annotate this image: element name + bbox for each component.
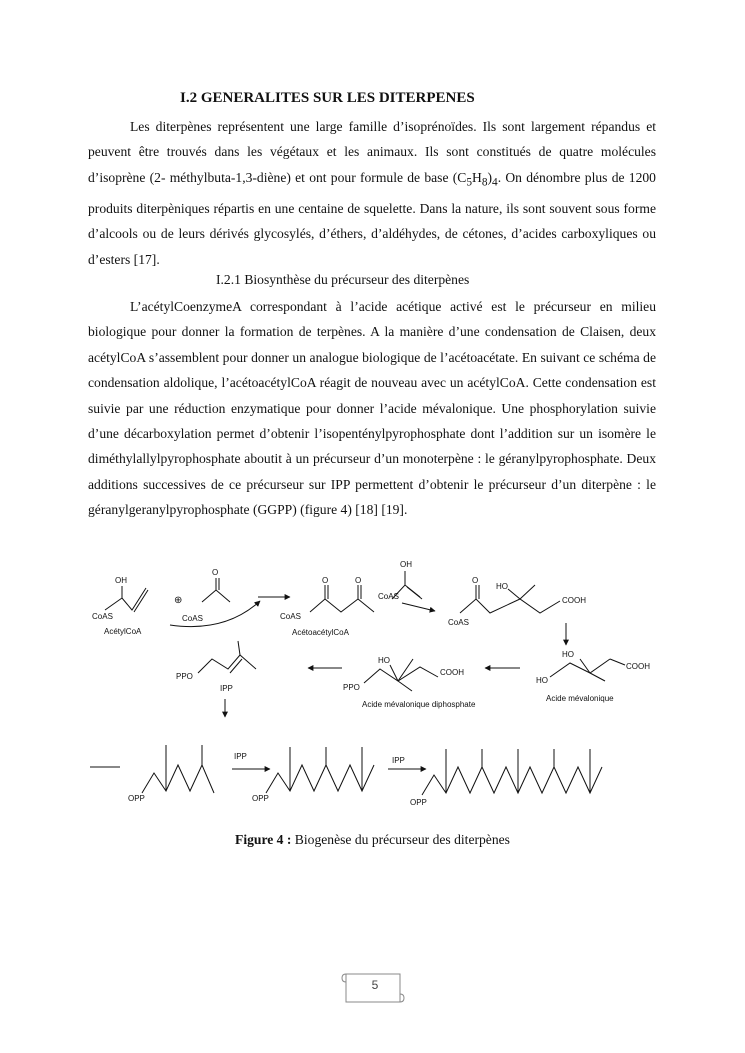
oxygen-label: O (472, 576, 479, 585)
acetoacetylcoa-label: AcétoacétylCoA (292, 628, 349, 637)
biosynthesis-scheme (80, 555, 680, 815)
hmg-coa-structure (460, 585, 560, 613)
ipp-label: IPP (234, 752, 247, 761)
ppo-label: PPO (176, 672, 193, 681)
intro-paragraph (88, 114, 656, 272)
coas-label: CoAS (280, 612, 301, 621)
ho-label: HO (496, 582, 508, 591)
acetoacetylcoa-structure (310, 585, 374, 612)
mevalonic-diphosphate-structure (364, 659, 438, 691)
ho-label: HO (562, 650, 574, 659)
oh-label: OH (400, 560, 412, 569)
acetylcoa-label: AcétylCoA (104, 627, 142, 636)
biosynthesis-paragraph-text: L’acétylCoenzymeA correspondant à l’acide acétique activé est le précurseur en milieu biologique pour donner la formation de terpènes. A la manière d’une condensation de Claisen, deux acétylCoA s’assemblent pour donner un analogue biologique de l’acétoacétate. En suivant ce schéma de condensation aldolique, l’acétoacétylCoA réagit de nouveau avec un acétylCoA. Cette condensation est suivie par une réduction enzymatique pour donner l’acide mévalonique. Une phosphorylation suivie d’une décarboxylation permet d’obtenir l’isopenténylpyrophosphate dont l’addition sur un isomère le diméthylallylpyrophosphate aboutit à un précurseur d’un monoterpène : le géranylpyrophosphate. Deux additions successives de ce précurseur sur IPP permettent d’obtenir le précurseur d’un diterpène : le géranylgeranylpyrophosphate (GGPP) (figure 4) [18] [19]. (88, 299, 656, 518)
oxygen-label: O (322, 576, 329, 585)
biosynthesis-paragraph (88, 294, 656, 523)
acide-mevalonique-label: Acide mévalonique (546, 694, 614, 703)
mevalonic-acid-structure (550, 659, 625, 681)
fpp-chain (266, 747, 374, 793)
acide-mevalonique-diphosphate-label: Acide mévalonique diphosphate (362, 700, 476, 709)
coas-label: CoAS (92, 612, 113, 621)
gpp-chain (142, 745, 214, 793)
coas-label: CoAS (182, 614, 203, 623)
ipp-structure (198, 641, 256, 673)
cooh-label: COOH (562, 596, 586, 605)
ho-label: HO (378, 656, 390, 665)
page-number: 5 (371, 978, 379, 992)
ppo-label: PPO (343, 683, 360, 692)
opp-label: OPP (410, 798, 427, 807)
intro-paragraph-text: Les diterpènes représentent une large famille d’isoprénoïdes. Ils sont largement répandus et peuvent être trouvés dans les végétaux et les animaux. Ils sont constitués de quatre molécules d’isoprène (2- méthylbuta-1,3-diène) et ont pour formule de base $(C_5H_8)_4$. On dénombre plus de 1200 produits diterpèniques répartis en une centaine de squelette. Dans la nature, ils sont souvent sous forme d’alcools ou de leurs dérivés glycosylés, d’éthers, d’aldéhydes, de cétones, d’acides carboxyliques ou d’esters [17]. (88, 119, 656, 267)
ho-label: HO (536, 676, 548, 685)
subsection-heading: I.2.1 Biosynthèse du précurseur des diterpènes (216, 272, 470, 287)
ipp-label: IPP (220, 684, 233, 693)
oxygen-label: O (212, 568, 219, 577)
figure-caption (0, 832, 745, 848)
reaction-arrow-2 (402, 603, 435, 611)
coas-label: CoAS (378, 592, 399, 601)
opp-label: OPP (128, 794, 145, 803)
acetylcoa-structure (105, 586, 148, 612)
cooh-label: COOH (626, 662, 650, 671)
plus-symbol: ⊕ (174, 595, 183, 606)
ipp-label: IPP (392, 756, 405, 765)
figure-label: Figure 4 : (235, 832, 292, 847)
coas-label: CoAS (448, 618, 469, 627)
ggpp-chain (422, 749, 602, 795)
oh-label: OH (115, 576, 127, 585)
figure-caption-text: Biogenèse du précurseur des diterpènes (291, 832, 510, 847)
oxygen-label: O (355, 576, 362, 585)
section-heading: I.2 GENERALITES SUR LES DITERPENES (180, 90, 475, 106)
cooh-label: COOH (440, 668, 464, 677)
opp-label: OPP (252, 794, 269, 803)
acetylcoa-2-structure (202, 578, 230, 602)
